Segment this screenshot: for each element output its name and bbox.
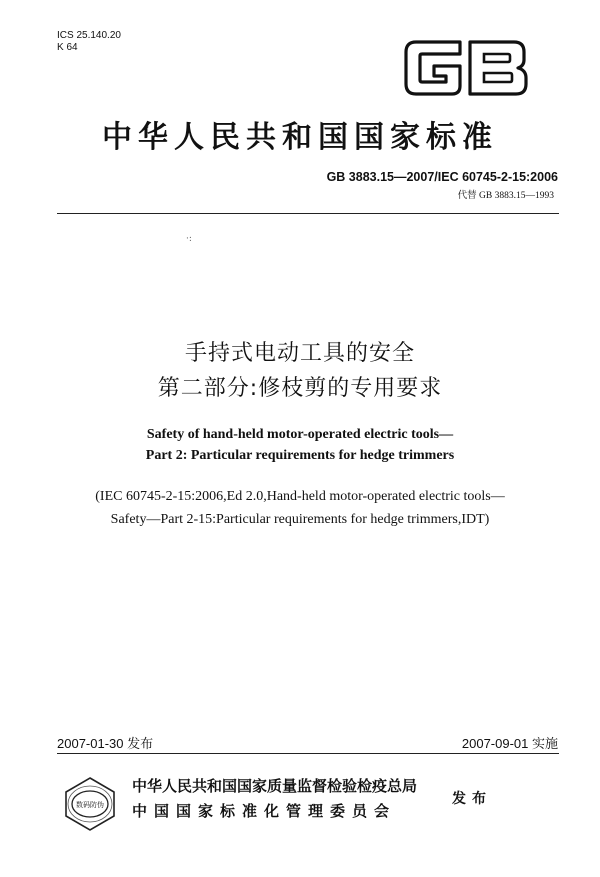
gb-logo: [402, 36, 530, 100]
standard-number: GB 3883.15—2007/IEC 60745-2-15:2006: [326, 170, 558, 184]
iec-reference-line-2: Safety—Part 2-15:Particular requirements for hedge trimmers,IDT): [110, 512, 490, 527]
chinese-title-line-2: 第二部分:修枝剪的专用要求: [157, 376, 443, 401]
english-title-line-2: Part 2: Particular requirements for hedge trimmers: [145, 448, 455, 463]
anti-counterfeit-seal: [60, 774, 120, 834]
issue-date: 2007-01-30 发布: [57, 736, 154, 751]
issuer-line-1: 中华人民共和国国家质量监督检验检疫总局: [132, 777, 418, 795]
english-title-line-1: Safety of hand-held motor-operated electric tools—: [146, 427, 454, 442]
implementation-date: 2007-09-01 实施: [461, 736, 558, 751]
national-standard-title: 中华人民共和国国家标准: [102, 120, 498, 155]
iec-reference-line-1: (IEC 60745-2-15:2006,Ed 2.0,Hand-held motor-operated electric tools—: [95, 489, 505, 504]
issuer-line-2: 中国国家标准化管理委员会: [132, 802, 397, 820]
classification-codes: [57, 30, 121, 54]
seal-label: 数码防伪: [76, 801, 104, 809]
header-divider: [57, 213, 559, 214]
chinese-title-line-1: 手持式电动工具的安全: [184, 341, 415, 366]
replaces-standard: 代替 GB 3883.15—1993: [457, 191, 554, 201]
publish-label: 发布: [452, 791, 492, 807]
scan-speck: ·:: [186, 234, 192, 244]
ccs-code: K 64: [57, 42, 78, 53]
footer-divider: [57, 753, 559, 754]
ics-code: ICS 25.140.20: [57, 30, 121, 41]
